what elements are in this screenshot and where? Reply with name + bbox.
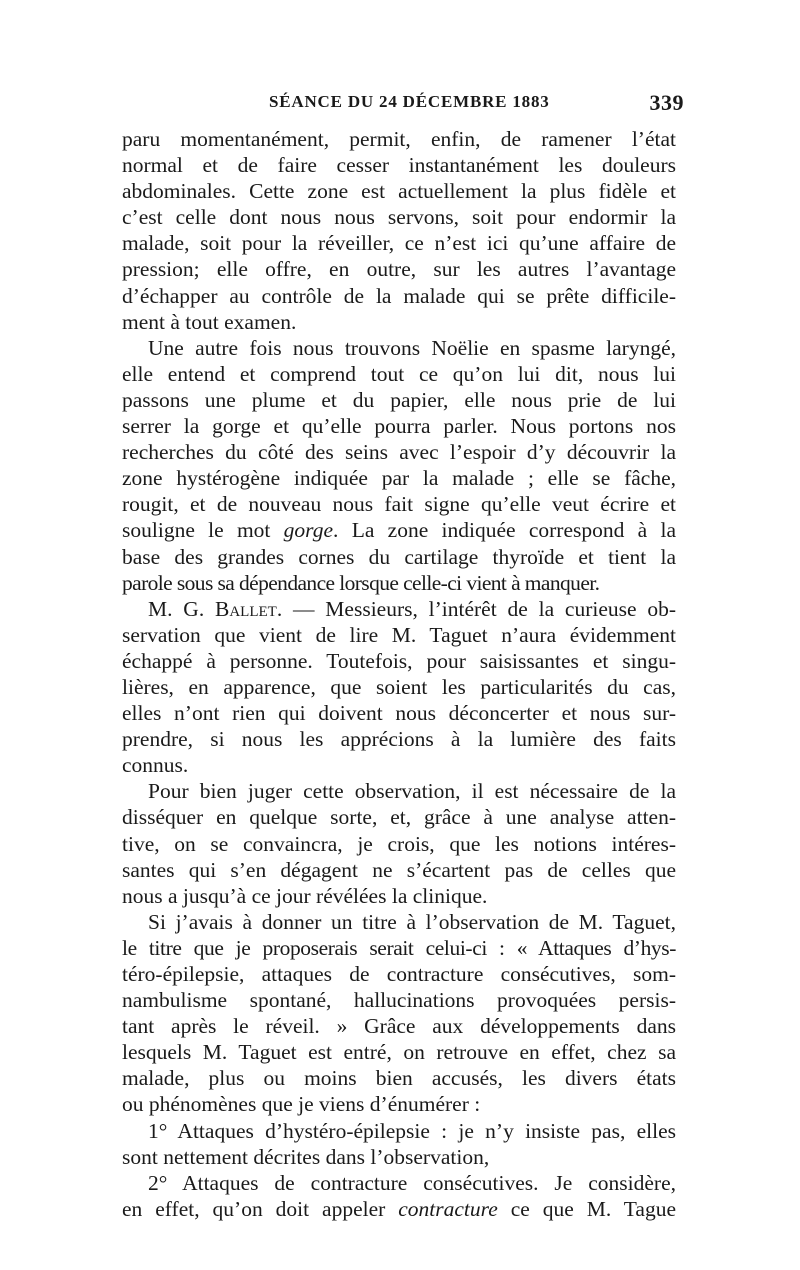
text-line: tant après le réveil. » Grâce aux développements dans [122,1014,676,1039]
text-line: elles n’ont rien qui doivent nous déconcerter et nous sur- [122,701,676,726]
text-line: ou phénomènes que je viens d’énumérer : [122,1092,481,1117]
text-line: ment à tout examen. [122,309,297,334]
text-line: servation que vient de lire M. Taguet n’aura évidemment [122,622,676,647]
text-line: malade, soit pour la réveiller, ce n’est ici qu’une affaire de [122,231,676,256]
text-line: nambulisme spontané, hallucinations provoquées persis- [122,988,676,1013]
text-line: santes qui s’en dégagent ne s’écartent pas de celles que [122,857,676,882]
paragraph-3 [122,596,676,779]
text-line: d’échapper au contrôle de la malade qui se prête difficile- [122,283,676,308]
text-line: sont nettement décrites dans l’observation, [122,1144,490,1169]
text-line: normal et de faire cesser instantanément les douleurs [122,153,676,178]
paragraph-6 [122,1118,676,1170]
text-line: serrer la gorge et qu’elle pourra parler. Nous portons nos [122,414,676,439]
text-line: connus. [122,753,189,778]
paragraph-2 [122,335,676,596]
running-title: SÉANCE DU 24 DÉCEMBRE 1883 [269,92,550,111]
text-line: échappé à personne. Toutefois, pour saisissantes et singu- [122,648,676,673]
text-line-with-italic: souligne le mot gorge. La zone indiquée correspond à la [122,518,676,543]
text-line: lesquels M. Taguet est entré, on retrouve en effet, chez sa [122,1040,676,1065]
text-line: téro-épilepsie, attaques de contracture consécutives, som- [122,962,676,986]
text-line: le titre que je proposerais serait celui-ci : « Attaques d’hys- [122,935,676,960]
text-line: base des grandes cornes du cartilage thyroïde et tient la [122,544,676,569]
paragraph-5 [122,909,676,1118]
text-line-with-italic: en effet, qu’on doit appeler contracture ce que M. Tague [122,1196,676,1221]
text-line: disséquer en quelque sorte, et, grâce à une analyse atten- [122,805,676,830]
text-line: Si j’avais à donner un titre à l’observation de M. Taguet, [148,909,676,934]
text-line: malade, plus ou moins bien accusés, les divers états [122,1066,676,1091]
text-line: pression; elle offre, en outre, sur les autres l’avantage [122,257,676,282]
text-line: 1° Attaques d’hystéro-épilepsie : je n’y insiste pas, elles [148,1118,676,1143]
text-line: passons une plume et du papier, elle nous prie de lui [122,387,676,412]
text-line: abdominales. Cette zone est actuellement la plus fidèle et [122,179,676,204]
paragraph-1 [122,126,676,335]
paragraph-4 [122,778,676,908]
text-line: c’est celle dont nous nous servons, soit pour endormir la [122,205,676,230]
text-line: elle entend et comprend tout ce qu’on lui dit, nous lui [122,361,676,386]
text-line: 2° Attaques de contracture consécutives. Je considère, [148,1170,676,1195]
text-line: parole sous sa dépendance lorsque celle-ci vient à manquer. [122,570,600,595]
text-line: Une autre fois nous trouvons Noëlie en spasme laryngé, [148,335,676,360]
text-line: rougit, et de nouveau nous fait signe qu’elle veut écrire et [122,492,676,517]
text-line: tive, on se convaincra, je crois, que les notions intéres- [122,831,676,856]
text-line-with-speaker: M. G. Ballet. — Messieurs, l’intérêt de la curieuse ob- [148,596,676,621]
text-line: nous a jusqu’à ce jour révélées la clinique. [122,883,488,908]
text-line: lières, en apparence, que soient les particularités du cas, [122,674,676,699]
paragraph-7 [122,1170,676,1222]
text-line: prendre, si nous les apprécions à la lumière des faits [122,727,676,752]
text-line: Pour bien juger cette observation, il est nécessaire de la [148,779,676,804]
running-head [124,92,684,122]
page-number: 339 [649,90,684,115]
text-line: zone hystérogène indiquée par la malade ; elle se fâche, [122,466,676,491]
body-text [122,126,676,1222]
text-line: recherches du côté des seins avec l’espoir d’y découvrir la [122,440,676,465]
text-line: paru momentanément, permit, enfin, de ramener l’état [122,127,676,151]
